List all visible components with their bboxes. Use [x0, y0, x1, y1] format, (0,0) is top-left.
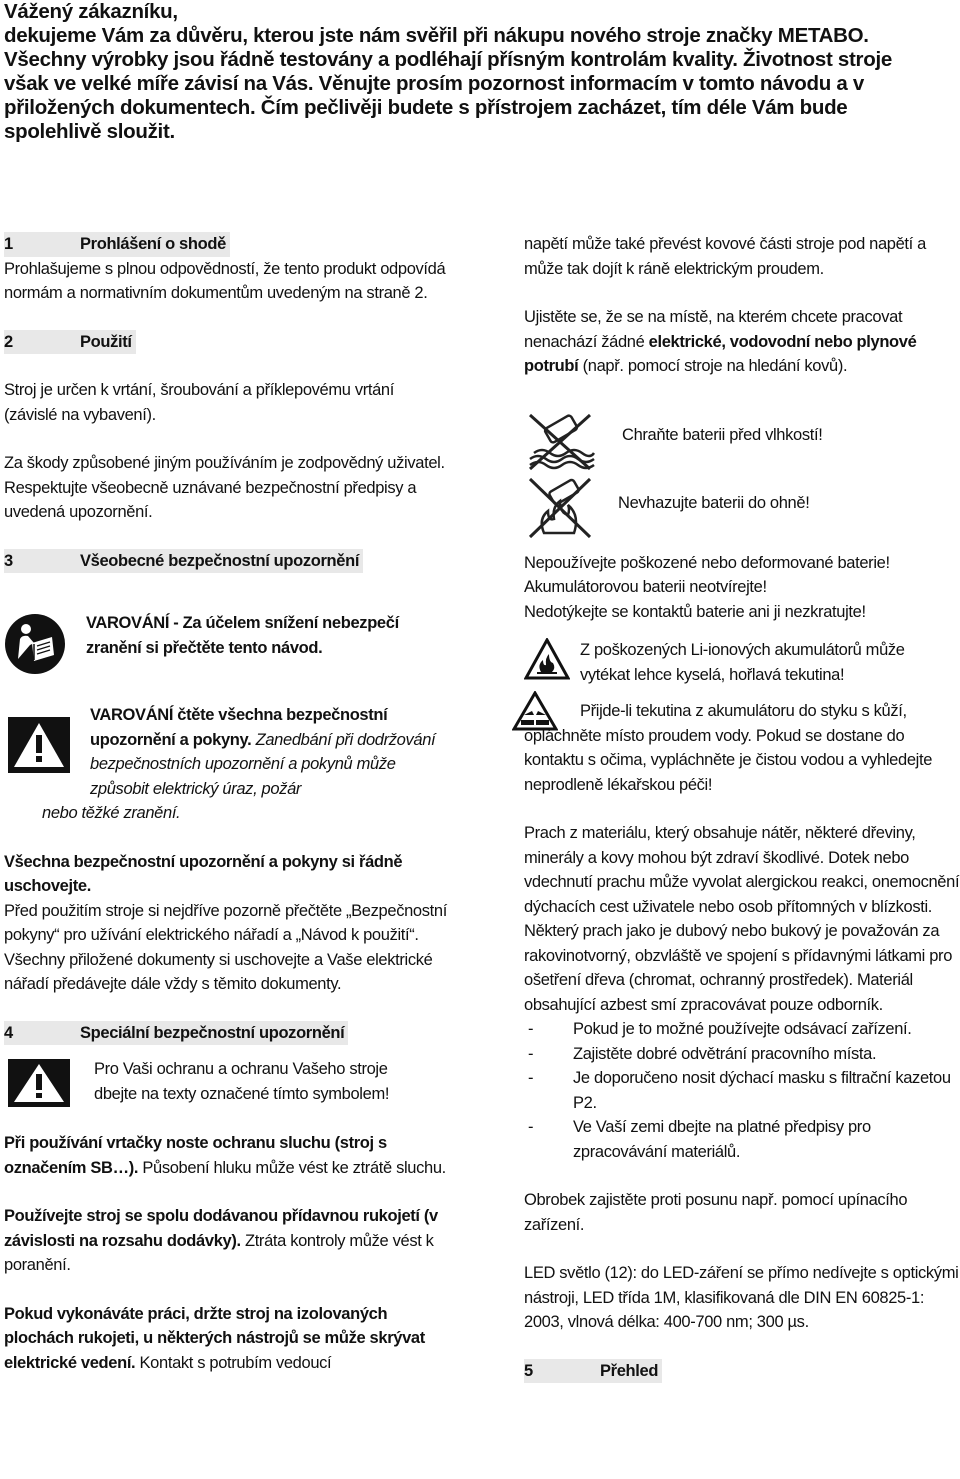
list-item: - Pokud je to možné používejte odsávací zařízení. — [528, 1020, 912, 1038]
before-use-text: Před použitím stroje si nejdříve pozorně přečtěte „Bezpečnostní pokyny“ pro užívání elektrického nářadí a „Návod k použití“. Všechny přiložené dokumenty si uschovejte a Vaše elektrické nářadí předávejte dále vždy s těmito dokumenty. — [4, 901, 447, 993]
intro-line: však ve velké míře závisí na Vás. Věnujte prosím pozornost informacím v tomto návodu a v — [4, 72, 864, 95]
auxiliary-handle: Používejte stroj se spolu dodávanou přídavnou rukojetí (v závislosti na rozsahu dodávky). Ztráta kontroly může vést k poranění. — [4, 1207, 438, 1274]
general-warning — [4, 703, 450, 826]
read-manual-warning — [4, 611, 450, 675]
damaged-battery-1: Nepoužívejte poškozené nebo deformované baterie! — [524, 553, 890, 572]
flammable-icon — [524, 638, 580, 680]
greeting: Vážený zákazníku, — [4, 0, 178, 23]
list-item: - Ve Vaší zemi dbejte na platné předpisy pro zpracovávání materiálů. — [528, 1118, 871, 1161]
declaration-text: Prohlašujeme s plnou odpovědností, že tento produkt odpovídá normám a normativním dokumentům uvedeným na straně 2. — [4, 259, 446, 302]
dust-text-1: Prach z materiálu, který obsahuje nátěr, některé dřeviny, minerály a kovy mohou být zdraví škodlivé. Dotek nebo vdechnutí prachu může vyvolat alergickou reakci, onemocnění dýchacích cest uživatele nebo osob přítomných v blízkosti. — [524, 824, 960, 916]
workpiece-text: Obrobek zajistěte proti posunu např. pomocí upínacího zařízení. — [524, 1191, 908, 1234]
intro-line: dekujeme Vám za důvěru, kterou jste nám svěřil při nákupu nového stroje značky METABO. — [4, 24, 869, 47]
check-pipes: Ujistěte se, že se na místě, na kterém chcete pracovat nenachází žádné elektrické, vodovodní nebo plynové potrubí (např. pomocí stroje na hledání kovů). — [524, 308, 917, 375]
fire-warning — [524, 475, 960, 541]
warning-triangle-icon — [4, 1057, 94, 1107]
section-3-heading: 3 Všeobecné bezpečnostní upozornění — [4, 549, 363, 574]
intro-line: spolehlivě sloužit. — [4, 120, 175, 143]
symbol-note-text: Pro Vaši ochranu a ochranu Vašeho stroje dbejte na texty označené tímto symbolem! — [94, 1060, 390, 1103]
list-item: - Zajistěte dobré odvětrání pracovního místa. — [528, 1044, 877, 1063]
right-column — [524, 232, 960, 1383]
usage-text: Stroj je určen k vrtání, šroubování a příklepovému vrtání (závislé na vybavení). — [4, 381, 394, 424]
regulations-text: Respektujte všeobecně uznávané bezpečnostní předpisy a uvedená upozornění. — [4, 478, 417, 521]
insulated-grip: Pokud vykonáváte práci, držte stroj na izolovaných plochách rukojeti, u některých nástrojů se může skrývat elektrické vedení. Kontakt s potrubím vedoucí — [4, 1304, 425, 1372]
skin-contact-text: Přijde-li tekutina z akumulátoru do styku s kůží, opláchněte místo proudem vody. Pokud se dostane do kontaktu s očima, vypláchněte je čistou vodou a vyhledejte neprodleně lékařskou péči! — [524, 702, 933, 794]
section-2-heading: 2 Použití — [4, 330, 136, 355]
warning-italic: Zanedbání při dodržování bezpečnostních upozornění a pokynů může způsobit elektrický úraz, požár — [90, 730, 436, 798]
led-text: LED světlo (12): do LED-záření se přímo nedívejte s optickými nástroji, LED třída 1M, klasifikovaná dle DIN EN 60825-1: 2003, vlnová délka: 400-700 nm; 300 µs. — [524, 1264, 959, 1331]
warning-triangle-icon — [8, 717, 70, 773]
intro-line: přiložených dokumentech. Čím pečlivěji budete s přístrojem zacházet, tím déle Vám bude — [4, 96, 848, 119]
voltage-text: napětí může také převést kovové části stroje pod napětí a může tak dojít k ráně elektrickým proudem. — [524, 235, 926, 278]
keep-instructions: Všechna bezpečnostní upozornění a pokyny si řádně uschovejte. — [4, 852, 403, 895]
corrosive-icon — [512, 691, 558, 731]
liion-text: Z poškozených Li-ionových akumulátorů může vytékat lehce kyselá, hořlavá tekutina! — [580, 641, 905, 684]
dust-text-2: Některý prach jako je dubový nebo bukový je považován za rakovinotvorný, obzvláště ve spojení s přídavnými látkami pro ošetření dřeva (chromat, ochranný prostředek). Materiál obsahující azbest smí zpracovávat pouze odborník. — [524, 922, 953, 1014]
intro — [4, 0, 956, 144]
liability-text: Za škody způsobené jiným používáním je zodpovědný uživatel. — [4, 454, 445, 472]
liion-warning — [524, 638, 960, 687]
warning-tail: nebo těžké zranění. — [42, 804, 181, 822]
skin-contact-warning — [524, 699, 960, 797]
dust-measures-list — [524, 1017, 960, 1164]
no-moisture-icon — [524, 409, 622, 475]
symbol-note — [4, 1057, 450, 1107]
left-column — [4, 232, 450, 1375]
section-1-heading: 1 Prohlášení o shodě — [4, 232, 230, 257]
warning-bold: VAROVÁNÍ čtěte všechna bezpečnostní upozornění a pokyny. — [90, 706, 388, 749]
read-manual-icon — [4, 611, 84, 675]
fire-text: Nevhazujte baterii do ohně! — [618, 493, 810, 512]
no-fire-icon — [524, 475, 618, 541]
moisture-warning — [524, 409, 960, 475]
damaged-battery-3: Nedotýkejte se kontaktů baterie ani ji nezkratujte! — [524, 602, 866, 621]
list-item: - Je doporučeno nosit dýchací masku s filtrační kazetou P2. — [528, 1069, 951, 1112]
read-manual-text: VAROVÁNÍ - Za účelem snížení nebezpečí zranění si přečtěte tento návod. — [86, 614, 399, 657]
section-4-heading: 4 Speciální bezpečnostní upozornění — [4, 1021, 348, 1046]
section-5-heading: 5 Přehled — [524, 1359, 662, 1384]
intro-line: Všechny výrobky jsou řádně testovány a podléhají přísným kontrolám kvality. Životnost stroje — [4, 48, 892, 71]
hearing-protection: Při používání vrtačky noste ochranu sluchu (stroj s označením SB…). Působení hluku může vést ke ztrátě sluchu. — [4, 1134, 446, 1177]
moisture-text: Chraňte baterii před vlhkostí! — [622, 425, 823, 444]
damaged-battery-2: Akumulátorovou baterii neotvírejte! — [524, 578, 767, 596]
